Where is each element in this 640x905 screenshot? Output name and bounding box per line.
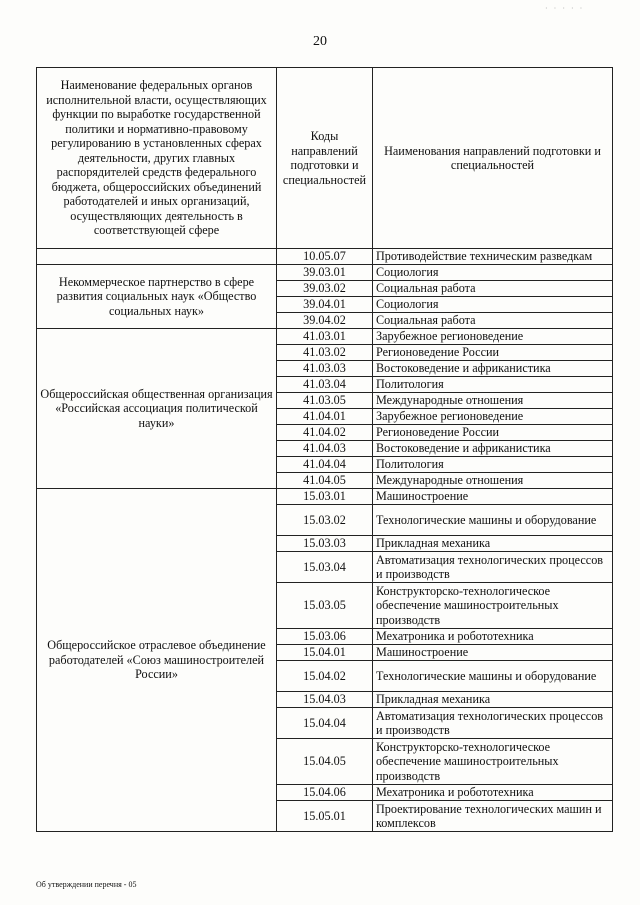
code-cell: 41.04.03 bbox=[277, 441, 373, 457]
document-footer: Об утверждении перечня - 05 bbox=[36, 880, 137, 889]
code-cell: 41.03.05 bbox=[277, 393, 373, 409]
name-cell: Автоматизация технологических процессов и производств bbox=[373, 708, 613, 739]
code-cell: 39.03.02 bbox=[277, 281, 373, 297]
name-cell: Социальная работа bbox=[373, 281, 613, 297]
name-cell: Прикладная механика bbox=[373, 692, 613, 708]
code-cell: 15.03.06 bbox=[277, 629, 373, 645]
code-cell: 15.05.01 bbox=[277, 801, 373, 832]
code-cell: 15.03.01 bbox=[277, 489, 373, 505]
code-cell: 41.04.02 bbox=[277, 425, 373, 441]
name-cell: Регионоведение России bbox=[373, 345, 613, 361]
code-cell: 39.04.02 bbox=[277, 313, 373, 329]
name-cell: Зарубежное регионоведение bbox=[373, 329, 613, 345]
code-cell: 15.03.04 bbox=[277, 552, 373, 583]
name-cell: Автоматизация технологических процессов и производств bbox=[373, 552, 613, 583]
code-cell: 15.03.05 bbox=[277, 583, 373, 629]
code-cell: 41.03.04 bbox=[277, 377, 373, 393]
code-cell: 41.04.05 bbox=[277, 473, 373, 489]
name-cell: Зарубежное регионоведение bbox=[373, 409, 613, 425]
name-cell: Мехатроника и робототехника bbox=[373, 629, 613, 645]
code-cell: 15.04.03 bbox=[277, 692, 373, 708]
table-row bbox=[37, 265, 613, 281]
header-codes: Коды направлений подготовки и специальностей bbox=[277, 68, 373, 249]
name-cell: Противодействие техническим разведкам bbox=[373, 249, 613, 265]
code-cell: 15.04.05 bbox=[277, 739, 373, 785]
name-cell: Машиностроение bbox=[373, 645, 613, 661]
org-cell-political-science: Общероссийская общественная организация «Российская ассоциация политической науки» bbox=[37, 329, 277, 489]
name-cell: Конструкторско-технологическое обеспечение машиностроительных производств bbox=[373, 583, 613, 629]
code-cell: 15.04.04 bbox=[277, 708, 373, 739]
code-cell: 15.03.02 bbox=[277, 505, 373, 536]
table-row bbox=[37, 329, 613, 345]
name-cell: Социальная работа bbox=[373, 313, 613, 329]
org-cell-empty bbox=[37, 249, 277, 265]
name-cell: Прикладная механика bbox=[373, 536, 613, 552]
code-cell: 41.04.04 bbox=[277, 457, 373, 473]
name-cell: Конструкторско-технологическое обеспечение машиностроительных производств bbox=[373, 739, 613, 785]
name-cell: Регионоведение России bbox=[373, 425, 613, 441]
code-cell: 41.04.01 bbox=[277, 409, 373, 425]
code-cell: 15.03.03 bbox=[277, 536, 373, 552]
table-row bbox=[37, 249, 613, 265]
table-row bbox=[37, 489, 613, 505]
code-cell: 15.04.06 bbox=[277, 785, 373, 801]
code-cell: 41.03.01 bbox=[277, 329, 373, 345]
code-cell: 39.04.01 bbox=[277, 297, 373, 313]
name-cell: Проектирование технологических машин и комплексов bbox=[373, 801, 613, 832]
name-cell: Политология bbox=[373, 377, 613, 393]
org-cell-social-sciences: Некоммерческое партнерство в сфере развития социальных наук «Общество социальных наук» bbox=[37, 265, 277, 329]
header-names: Наименования направлений подготовки и специальностей bbox=[373, 68, 613, 249]
header-organizations: Наименование федеральных органов исполнительной власти, осуществляющих функции по выработке государственной политики и нормативно-правовому регулированию в установленных сферах деятельности, других главных распорядителей средств федерального бюджета, общероссийских объединений работодателей и иных организаций, осуществляющих деятельность в соответствующей сфере bbox=[37, 68, 277, 249]
specialties-table bbox=[36, 67, 613, 832]
page-number: 20 bbox=[313, 34, 327, 49]
name-cell: Международные отношения bbox=[373, 473, 613, 489]
name-cell: Технологические машины и оборудование bbox=[373, 505, 613, 536]
code-cell: 15.04.01 bbox=[277, 645, 373, 661]
name-cell: Востоковедение и африканистика bbox=[373, 441, 613, 457]
scan-marks: · · · · · bbox=[545, 4, 585, 13]
table-header-row bbox=[37, 68, 613, 249]
org-cell-machine-builders: Общероссийское отраслевое объединение работодателей «Союз машиностроителей России» bbox=[37, 489, 277, 832]
name-cell: Политология bbox=[373, 457, 613, 473]
name-cell: Востоковедение и африканистика bbox=[373, 361, 613, 377]
code-cell: 39.03.01 bbox=[277, 265, 373, 281]
code-cell: 41.03.03 bbox=[277, 361, 373, 377]
code-cell: 10.05.07 bbox=[277, 249, 373, 265]
code-cell: 15.04.02 bbox=[277, 661, 373, 692]
name-cell: Технологические машины и оборудование bbox=[373, 661, 613, 692]
name-cell: Социология bbox=[373, 297, 613, 313]
code-cell: 41.03.02 bbox=[277, 345, 373, 361]
name-cell: Машиностроение bbox=[373, 489, 613, 505]
name-cell: Социология bbox=[373, 265, 613, 281]
name-cell: Мехатроника и робототехника bbox=[373, 785, 613, 801]
name-cell: Международные отношения bbox=[373, 393, 613, 409]
